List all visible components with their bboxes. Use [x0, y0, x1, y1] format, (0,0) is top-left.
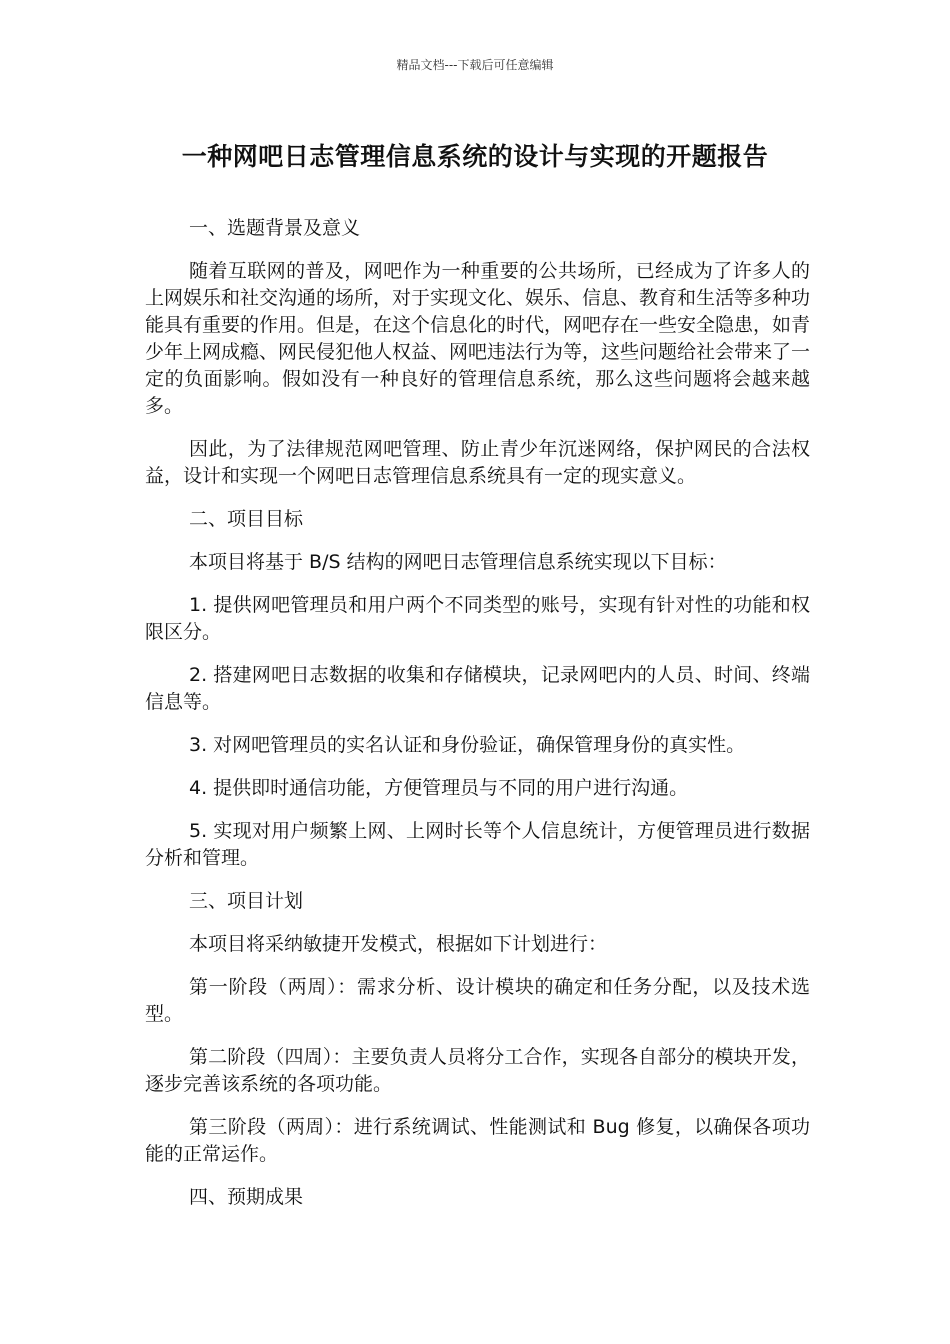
document-title: 一种网吧日志管理信息系统的设计与实现的开题报告 [181, 142, 769, 171]
paragraph-background-2: 因此，为了法律规范网吧管理、防止青少年沉迷网络，保护网民的合法权益，设计和实现一个网吧日志管理信息系统具有一定的现实意义。 [145, 438, 810, 487]
goal-item-1: 1. 提供网吧管理员和用户两个不同类型的账号，实现有针对性的功能和权限区分。 [145, 594, 810, 643]
goal-item-4: 4. 提供即时通信功能，方便管理员与不同的用户进行沟通。 [189, 777, 689, 799]
page-header: 精品文档---下载后可任意编辑 [396, 58, 554, 72]
plan-phase-2: 第二阶段（四周）：主要负责人员将分工合作，实现各自部分的模块开发，逐步完善该系统的各项功能。 [145, 1046, 810, 1095]
section-heading-plan: 三、项目计划 [189, 890, 304, 912]
section-heading-background: 一、选题背景及意义 [189, 217, 361, 239]
paragraph-goals-intro: 本项目将基于 B/S 结构的网吧日志管理信息系统实现以下目标： [189, 551, 727, 573]
goal-item-3: 3. 对网吧管理员的实名认证和身份验证，确保管理身份的真实性。 [189, 734, 746, 756]
goal-item-5: 5. 实现对用户频繁上网、上网时长等个人信息统计，方便管理员进行数据分析和管理。 [145, 820, 810, 869]
section-heading-goals: 二、项目目标 [189, 508, 304, 530]
plan-phase-3: 第三阶段（两周）：进行系统调试、性能测试和 Bug 修复，以确保各项功能的正常运作。 [145, 1116, 810, 1165]
section-heading-outcomes: 四、预期成果 [189, 1186, 304, 1208]
document-body [145, 215, 810, 1227]
goal-item-2: 2. 搭建网吧日志数据的收集和存储模块，记录网吧内的人员、时间、终端信息等。 [145, 664, 810, 713]
paragraph-background-1: 随着互联网的普及，网吧作为一种重要的公共场所，已经成为了许多人的上网娱乐和社交沟通的场所，对于实现文化、娱乐、信息、教育和生活等多种功能具有重要的作用。但是，在这个信息化的时代，网吧存在一些安全隐患，如青少年上网成瘾、网民侵犯他人权益、网吧违法行为等，这些问题给社会带来了一定的负面影响。假如没有一种良好的管理信息系统，那么这些问题将会越来越多。 [145, 260, 811, 417]
plan-phase-1: 第一阶段（两周）：需求分析、设计模块的确定和任务分配，以及技术选型。 [145, 976, 810, 1025]
paragraph-plan-intro: 本项目将采纳敏捷开发模式，根据如下计划进行： [189, 933, 608, 955]
